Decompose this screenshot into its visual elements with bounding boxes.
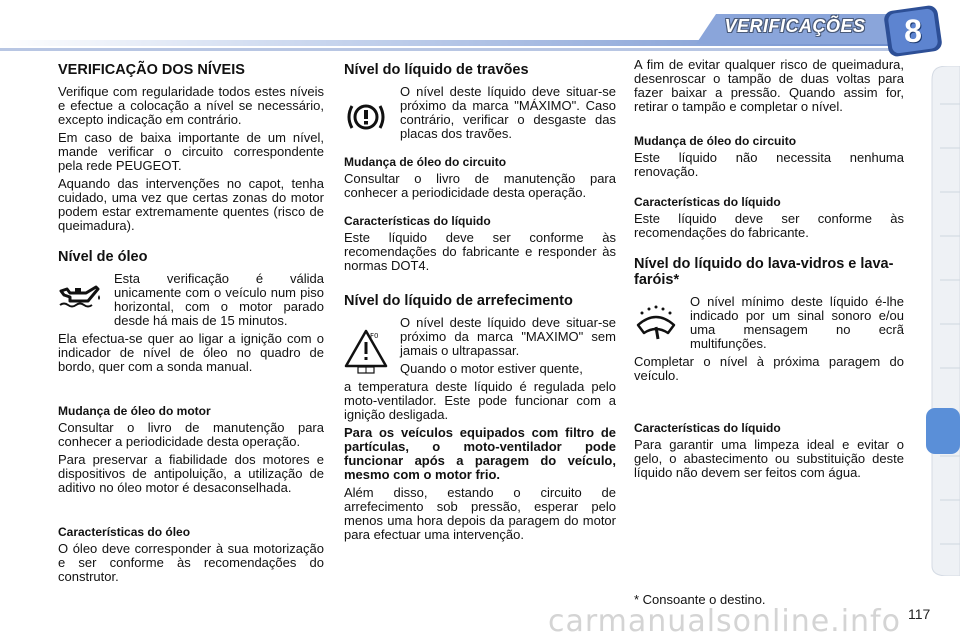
coolant-pressure-text: Além disso, estando o circuito de arrefecimento sob pressão, esperar pelo menos uma hora depois da paragem do motor para efectuar uma intervenção. (344, 485, 616, 542)
subtitle-circuit-change-coolant: Mudança de óleo do circuito (634, 134, 797, 148)
intro-paragraph-3: Aquando das intervenções no capot, tenha cuidado, uma vez que certas zonas do motor podem estar extremamente quentes (risco de queimadura). (58, 176, 324, 233)
coolant-warning-icon (344, 328, 388, 374)
circuit-change-text: Consultar o livro de manutenção para conhecer a periodicidade desta operação. (344, 171, 616, 200)
intro-paragraph-1: Verifique com regularidade todos estes níveis e efectue a colocação a nível se necessário, excepto indicação em contrário. (58, 84, 324, 127)
coolant-fan-text: a temperatura deste líquido é regulada pelo moto-ventilador. Este pode funcionar com a ignição desligada. (344, 379, 616, 422)
section-title-brake-fluid: Nível do líquido de travões (344, 62, 529, 78)
oil-specs-text: O óleo deve corresponder à sua motorização e ser conforme às recomendações do construtor. (58, 541, 324, 584)
section-title-coolant: Nível do líquido de arrefecimento (344, 293, 573, 309)
coolant-hot-engine-text: Quando o motor estiver quente, (400, 361, 583, 376)
chapter-title: VERIFICAÇÕES (724, 16, 866, 36)
engine-oil-change-text-2: Para preservar a fiabilidade dos motores e dispositivos de antipoluição, a utilização de aditivo no óleo motor é desaconselhada. (58, 452, 324, 495)
subtitle-coolant-specs: Características do líquido (634, 195, 781, 209)
footnote: * Consoante o destino. (634, 592, 766, 607)
intro-paragraph-2: Em caso de baixa importante de um nível, mande verificar o circuito correspondente pela rede PEUGEOT. (58, 130, 324, 173)
watermark: carmanualsonline.info (548, 604, 901, 639)
coolant-level-text: O nível deste líquido deve situar-se próximo da marca "MAXIMO" sem jamais o ultrapassar. (400, 315, 616, 358)
oil-level-condition: Esta verificação é válida unicamente com o veículo num piso horizontal, com o motor parado desde há mais de 15 minutos. (114, 271, 324, 328)
active-chapter-tab[interactable] (926, 408, 960, 454)
column-middle (344, 58, 616, 546)
washer-level-text: O nível mínimo deste líquido é-lhe indicado por um sinal sonoro e/ou uma mensagem no ecrã multifunções. (690, 294, 904, 351)
subtitle-fluid-specs: Características do líquido (344, 214, 491, 228)
washer-refill-text: Completar o nível à próxima paragem do veículo. (634, 354, 904, 383)
chapter-tabs (926, 66, 960, 576)
brake-fluid-specs-text: Este líquido deve ser conforme às recomendações do fabricante e responder às normas DOT4. (344, 230, 616, 273)
brake-warning-icon (344, 97, 388, 137)
subtitle-oil-specs: Características do óleo (58, 525, 191, 539)
section-title-washer-fluid: Nível do líquido do lava-vidros e lava-faróis* (634, 256, 894, 288)
section-title-oil-level: Nível de óleo (58, 249, 148, 265)
coolant-particle-filter-warning: Para os veículos equipados com filtro de partículas, o moto-ventilador pode funcionar após a paragem do veículo, mesmo com o motor frio. (344, 425, 616, 482)
coolant-specs-text: Este líquido deve ser conforme às recomendações do fabricante. (634, 211, 904, 240)
engine-oil-change-text-1: Consultar o livro de manutenção para conhecer a periodicidade desta operação. (58, 420, 324, 449)
subtitle-circuit-change: Mudança de óleo do circuito (344, 155, 507, 169)
page-number: 117 (908, 606, 931, 622)
coolant-renewal-text: Este líquido não necessita nenhuma renovação. (634, 150, 904, 179)
coolant-cap-text: A fim de evitar qualquer risco de queimadura, desenroscar o tampão de duas voltas para fazer baixar a pressão. Quando assim for, retirar o tampão e completar o nível. (634, 57, 904, 114)
brake-fluid-level-text: O nível deste líquido deve situar-se próximo da marca "MÁXIMO". Caso contrário, verificar o desgaste das placas dos travões. (400, 84, 616, 141)
svg-text:F0: F0 (370, 332, 379, 340)
section-title-levels: VERIFICAÇÃO DOS NÍVEIS (58, 62, 245, 78)
oil-can-icon (58, 278, 102, 310)
chapter-number: 8 (904, 13, 922, 49)
column-right (634, 58, 904, 484)
washer-fluid-icon (634, 303, 678, 343)
subtitle-engine-oil-change: Mudança de óleo do motor (58, 404, 211, 418)
oil-level-method: Ela efectua-se quer ao ligar a ignição com o indicador de nível de óleo no quadro de bordo, quer com a sonda manual. (58, 331, 324, 374)
subtitle-washer-specs: Características do líquido (634, 421, 781, 435)
column-left (58, 58, 324, 588)
washer-specs-text: Para garantir uma limpeza ideal e evitar o gelo, o abastecimento ou substituição deste líquido não devem ser feitos com água. (634, 437, 904, 480)
